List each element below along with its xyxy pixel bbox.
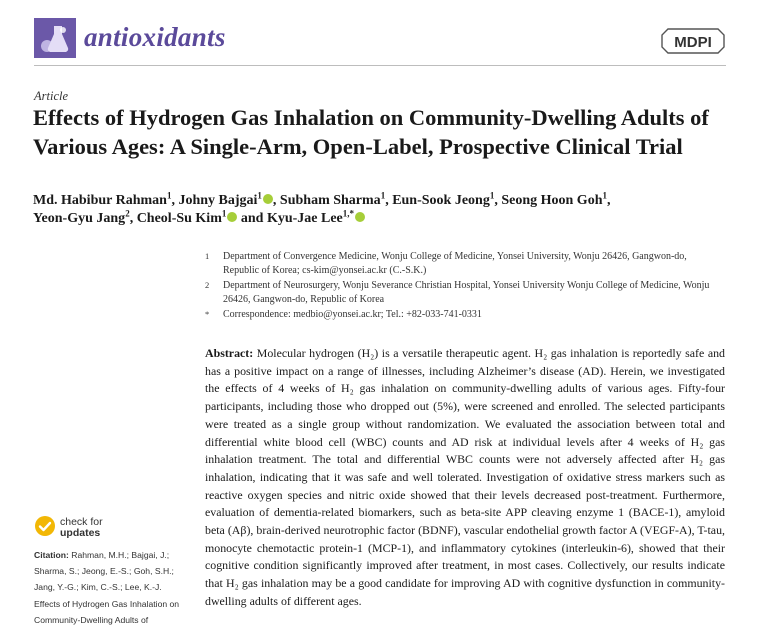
citation-block — [34, 547, 182, 628]
affiliation-mark: * — [205, 308, 210, 319]
article-title: Effects of Hydrogen Gas Inhalation on Community-Dwelling Adults of Various Ages: A Single-Arm, Open-Label, Prospective Clinical Trial — [33, 105, 709, 159]
header-divider — [34, 65, 726, 66]
article-type: Article — [34, 89, 69, 103]
author-name[interactable]: Kyu-Jae Lee — [266, 211, 343, 226]
orcid-icon[interactable] — [355, 212, 365, 222]
orcid-icon[interactable] — [227, 212, 237, 222]
author-affiliation-mark: 1 — [166, 190, 172, 201]
affiliation-text: Department of Convergence Medicine, Wonju College of Medicine, Yonsei University, Wonju 26426, Gangwon-do, Republic of Korea; cs-kim@yonsei.ac.kr (C.-S.K.) — [223, 251, 687, 277]
check-for-updates-button[interactable] — [60, 517, 103, 539]
journal-name[interactable]: antioxidants — [84, 22, 226, 52]
check-for-updates-icon[interactable] — [34, 515, 56, 537]
author-name[interactable]: Yeon-Gyu Jang — [33, 211, 126, 226]
affiliation-text: Correspondence: medbio@yonsei.ac.kr; Tel.: +82-033-741-0331 — [223, 308, 482, 320]
author-separator: , — [272, 193, 280, 208]
author-name[interactable]: Eun-Sook Jeong — [392, 193, 490, 208]
abstract-text: Molecular hydrogen (H₂) is a versatile therapeutic agent. H₂ gas inhalation is reportedly safe and has a positive impact on a range of illnesses, including Alzheimer’s disease (AD). Herein, we investigated the effects of 4 weeks of H₂ gas inhalation on community-dwelling adults of various ages. Fifty-four participants, including those who dropped out (5%), were screened and enrolled. The selected participants were treated as a single group without randomization. We evaluated the association between total and differential white blood cell (WBC) counts and AD risk at individual levels after 4 weeks of H₂ gas inhalation treatment. The total and differential WBC counts were not adversely affected after H₂ gas inhalation, indicating that it was safe and well tolerated. Investigation of oxidative stress markers such as reactive oxygen species and nitric oxide showed that their levels decreased post-treatment. Furthermore, evaluation of dementia-related biomarkers, such as beta-site APP cleaving enzyme 1 (BACE-1), amyloid beta (Aβ), brain-derived neurotrophic factor (BDNF), vascular endothelial growth factor A (VEGF-A), T-tau, monocyte chemotactic protein-1 (MCP-1), and inflammatory cytokines (interleukin-6), showed that their cognitive condition significantly improved after treatment, in most cases. Collectively, our results indicate that H₂ gas inhalation may be a good candidate for improving AD with cognitive dysfunction in community-dwelling adults of different ages. — [205, 346, 725, 608]
abstract — [205, 345, 725, 611]
affiliations — [205, 250, 725, 322]
abstract-label: Abstract: — [205, 346, 254, 360]
author-separator: , — [385, 193, 393, 208]
affiliation-mark: 1 — [205, 251, 210, 261]
affiliation-item — [205, 250, 725, 279]
publisher-logo-text: MDPI — [674, 34, 712, 51]
affiliation-text: Department of Neurosurgery, Wonju Severance Christian Hospital, Yonsei University Wonju College of Medicine, Wonju 26426, Gangwon-do, Republic of Korea — [223, 279, 710, 306]
author-name[interactable]: Seong Hoon Goh — [501, 193, 603, 208]
affiliation-mark: 2 — [205, 279, 210, 290]
author-affiliation-mark: 1 — [380, 190, 386, 201]
author-affiliation-mark: 1 — [489, 190, 495, 201]
check-for-label: check for — [60, 516, 103, 528]
author-separator: , — [171, 193, 179, 208]
author-separator: , — [606, 193, 611, 208]
publisher-logo[interactable] — [660, 27, 726, 55]
author-list — [33, 192, 723, 228]
affiliation-item — [205, 279, 725, 308]
author-name[interactable]: Cheol-Su Kim — [136, 211, 222, 226]
citation-label: Citation: — [34, 550, 69, 560]
author-separator: and — [237, 211, 267, 226]
citation-text: Rahman, M.H.; Bajgai, J.; Sharma, S.; Jeong, E.-S.; Goh, S.H.; Jang, Y.-G.; Kim, C.-S.; Lee, K.-J. Effects of Hydrogen Gas Inhalation on Community-Dwelling Adults of — [34, 550, 180, 625]
journal-logo — [34, 18, 76, 58]
updates-label: updates — [60, 527, 101, 539]
author-name[interactable]: Subham Sharma — [279, 193, 381, 208]
author-affiliation-mark: 1 — [221, 208, 227, 219]
author-separator: , — [494, 193, 502, 208]
author-affiliation-mark: 1 — [257, 190, 262, 201]
author-name[interactable]: Johny Bajgai — [178, 193, 258, 208]
author-affiliation-mark: 1 — [602, 190, 607, 201]
orcid-icon[interactable] — [263, 194, 273, 204]
author-separator: , — [129, 211, 137, 226]
author-affiliation-mark: 2 — [125, 208, 130, 219]
author-name[interactable]: Md. Habibur Rahman — [33, 193, 167, 208]
affiliation-item — [205, 308, 725, 322]
flask-icon — [34, 18, 76, 58]
author-affiliation-mark: 1,* — [342, 208, 355, 219]
